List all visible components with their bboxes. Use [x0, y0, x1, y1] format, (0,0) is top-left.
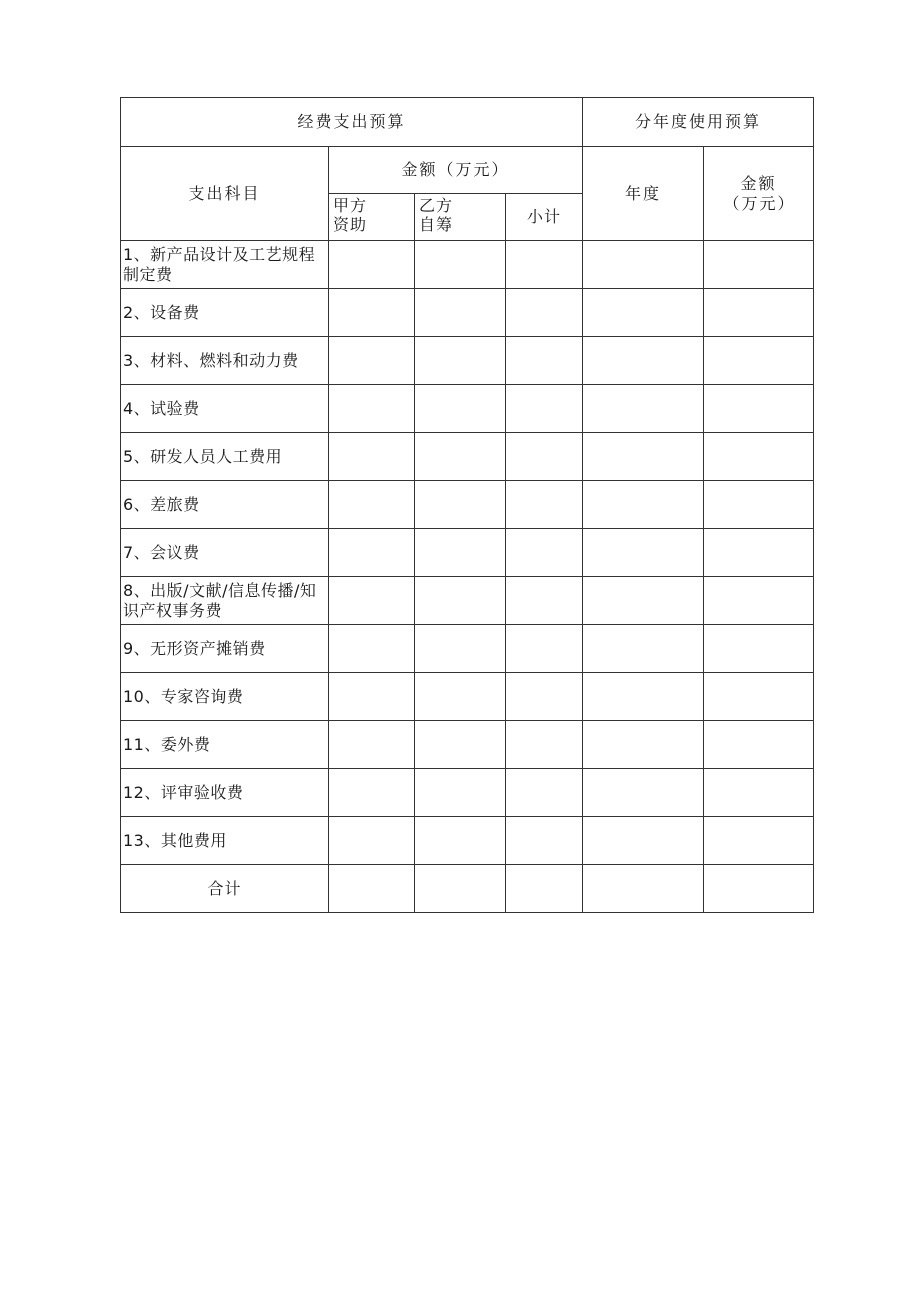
subtotal-header: 小计 — [506, 194, 583, 241]
expense-item-label: 10、专家咨询费 — [121, 673, 329, 721]
subtotal-cell[interactable] — [506, 865, 583, 913]
party-b-cell[interactable] — [415, 577, 506, 625]
table-row — [121, 625, 814, 673]
table-row — [121, 577, 814, 625]
table-row — [121, 481, 814, 529]
subtotal-cell[interactable] — [506, 769, 583, 817]
year-cell[interactable] — [583, 481, 704, 529]
year-header: 年度 — [583, 147, 704, 241]
annual-amount-header: 金额（万元） — [723, 174, 796, 213]
subtotal-cell[interactable] — [506, 433, 583, 481]
party-a-cell[interactable] — [329, 769, 415, 817]
expense-item-label: 4、试验费 — [121, 385, 329, 433]
party-b-cell[interactable] — [415, 817, 506, 865]
table-row — [121, 337, 814, 385]
annual-amount-cell[interactable] — [704, 817, 814, 865]
annual-amount-header-cell — [704, 147, 814, 241]
party-a-cell[interactable] — [329, 385, 415, 433]
table-row — [121, 529, 814, 577]
expense-item-label: 1、新产品设计及工艺规程制定费 — [121, 241, 329, 289]
year-cell[interactable] — [583, 577, 704, 625]
expense-item-label: 3、材料、燃料和动力费 — [121, 337, 329, 385]
subtotal-cell[interactable] — [506, 721, 583, 769]
party-b-cell[interactable] — [415, 481, 506, 529]
party-b-cell[interactable] — [415, 385, 506, 433]
year-cell[interactable] — [583, 529, 704, 577]
annual-budget-title: 分年度使用预算 — [583, 98, 814, 147]
party-a-cell[interactable] — [329, 721, 415, 769]
year-cell[interactable] — [583, 385, 704, 433]
subtotal-cell[interactable] — [506, 529, 583, 577]
annual-amount-cell[interactable] — [704, 337, 814, 385]
year-cell[interactable] — [583, 337, 704, 385]
annual-amount-cell[interactable] — [704, 625, 814, 673]
table-row — [121, 673, 814, 721]
party-a-cell[interactable] — [329, 289, 415, 337]
party-b-cell[interactable] — [415, 625, 506, 673]
annual-amount-cell[interactable] — [704, 241, 814, 289]
subtotal-cell[interactable] — [506, 577, 583, 625]
year-cell[interactable] — [583, 817, 704, 865]
annual-amount-cell[interactable] — [704, 865, 814, 913]
table-row — [121, 433, 814, 481]
table-row — [121, 721, 814, 769]
year-cell[interactable] — [583, 673, 704, 721]
amount-header-row — [121, 147, 814, 194]
subtotal-cell[interactable] — [506, 385, 583, 433]
expense-item-label: 6、差旅费 — [121, 481, 329, 529]
subtotal-cell[interactable] — [506, 289, 583, 337]
total-row — [121, 865, 814, 913]
party-a-cell[interactable] — [329, 337, 415, 385]
party-b-cell[interactable] — [415, 769, 506, 817]
party-b-cell[interactable] — [415, 337, 506, 385]
year-cell[interactable] — [583, 721, 704, 769]
annual-amount-cell[interactable] — [704, 577, 814, 625]
party-a-cell[interactable] — [329, 817, 415, 865]
annual-amount-cell[interactable] — [704, 529, 814, 577]
expense-item-label: 12、评审验收费 — [121, 769, 329, 817]
annual-amount-cell[interactable] — [704, 721, 814, 769]
expense-item-label: 8、出版/文献/信息传播/知识产权事务费 — [121, 577, 329, 625]
party-a-header: 甲方资助 — [333, 196, 368, 235]
party-b-header-cell — [415, 194, 506, 241]
subtotal-cell[interactable] — [506, 673, 583, 721]
year-cell[interactable] — [583, 865, 704, 913]
expense-item-label: 5、研发人员人工费用 — [121, 433, 329, 481]
annual-amount-cell[interactable] — [704, 433, 814, 481]
party-b-cell[interactable] — [415, 721, 506, 769]
party-a-cell[interactable] — [329, 433, 415, 481]
party-b-cell[interactable] — [415, 433, 506, 481]
annual-amount-cell[interactable] — [704, 769, 814, 817]
party-b-cell[interactable] — [415, 673, 506, 721]
year-cell[interactable] — [583, 433, 704, 481]
party-a-cell[interactable] — [329, 241, 415, 289]
annual-amount-cell[interactable] — [704, 385, 814, 433]
subtotal-cell[interactable] — [506, 241, 583, 289]
subtotal-cell[interactable] — [506, 337, 583, 385]
party-a-cell[interactable] — [329, 673, 415, 721]
table-row — [121, 241, 814, 289]
table-row — [121, 289, 814, 337]
expense-item-label: 7、会议费 — [121, 529, 329, 577]
year-cell[interactable] — [583, 625, 704, 673]
table-row — [121, 769, 814, 817]
expense-item-label: 13、其他费用 — [121, 817, 329, 865]
expense-item-label: 2、设备费 — [121, 289, 329, 337]
expense-item-label: 9、无形资产摊销费 — [121, 625, 329, 673]
party-b-cell[interactable] — [415, 289, 506, 337]
year-cell[interactable] — [583, 769, 704, 817]
party-a-cell[interactable] — [329, 865, 415, 913]
annual-amount-cell[interactable] — [704, 481, 814, 529]
party-a-cell[interactable] — [329, 577, 415, 625]
subtotal-cell[interactable] — [506, 625, 583, 673]
budget-title: 经费支出预算 — [121, 98, 583, 147]
party-a-cell[interactable] — [329, 529, 415, 577]
subtotal-cell[interactable] — [506, 817, 583, 865]
annual-amount-cell[interactable] — [704, 673, 814, 721]
year-cell[interactable] — [583, 241, 704, 289]
expense-item-label: 11、委外费 — [121, 721, 329, 769]
party-a-header-cell — [329, 194, 415, 241]
table-row — [121, 385, 814, 433]
party-b-header: 乙方自筹 — [419, 196, 454, 235]
party-b-cell[interactable] — [415, 865, 506, 913]
subtotal-cell[interactable] — [506, 481, 583, 529]
annual-amount-cell[interactable] — [704, 289, 814, 337]
table-title-row — [121, 98, 814, 147]
amount-group-header: 金额（万元） — [329, 147, 583, 194]
party-b-cell[interactable] — [415, 241, 506, 289]
year-cell[interactable] — [583, 289, 704, 337]
subject-header: 支出科目 — [121, 147, 329, 241]
total-label: 合计 — [121, 865, 329, 913]
party-a-cell[interactable] — [329, 625, 415, 673]
party-b-cell[interactable] — [415, 529, 506, 577]
party-a-cell[interactable] — [329, 481, 415, 529]
table-row — [121, 817, 814, 865]
budget-table — [120, 97, 814, 913]
